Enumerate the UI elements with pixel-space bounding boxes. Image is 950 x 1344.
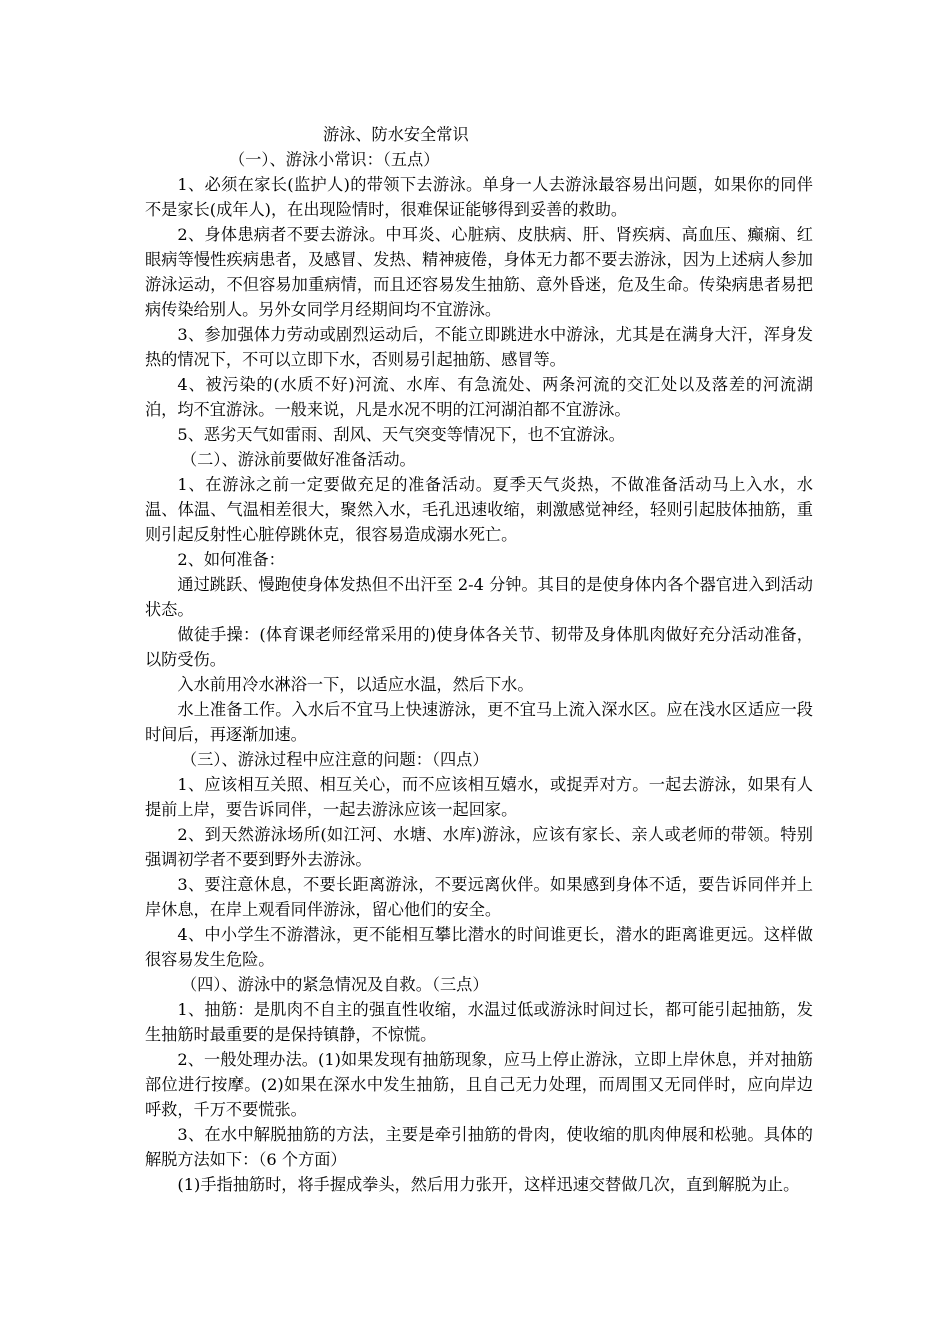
paragraph: 1、必须在家长(监护人)的带领下去游泳。单身一人去游泳最容易出问题，如果你的同伴不是家长(成年人)，在出现险情时，很难保证能够得到妥善的救助。 bbox=[145, 175, 813, 219]
paragraph: 4、被污染的(水质不好)河流、水库、有急流处、两条河流的交汇处以及落差的河流湖泊，均不宜游泳。一般来说，凡是水况不明的江河湖泊都不宜游泳。 bbox=[145, 375, 813, 419]
paragraph: 3、在水中解脱抽筋的方法，主要是牵引抽筋的骨肉，使收缩的肌肉伸展和松驰。具体的解脱方法如下：（6 个方面） bbox=[145, 1125, 813, 1169]
paragraph: 做徒手操：(体育课老师经常采用的)使身体各关节、韧带及身体肌肉做好充分活动准备，以防受伤。 bbox=[145, 625, 813, 669]
paragraph: (1)手指抽筋时，将手握成拳头，然后用力张开，这样迅速交替做几次，直到解脱为止。 bbox=[177, 1175, 800, 1194]
paragraph: 2、一般处理办法。(1)如果发现有抽筋现象，应马上停止游泳，立即上岸休息，并对抽筋部位进行按摩。(2)如果在深水中发生抽筋，且自己无力处理，而周围又无同伴时，应向岸边呼救，千万不要慌张。 bbox=[145, 1050, 813, 1119]
paragraph: 1、应该相互关照、相互关心，而不应该相互嬉水，或捉弄对方。一起去游泳，如果有人提前上岸，要告诉同伴，一起去游泳应该一起回家。 bbox=[145, 775, 813, 819]
paragraph: 2、到天然游泳场所(如江河、水塘、水库)游泳，应该有家长、亲人或老师的带领。特别强调初学者不要到野外去游泳。 bbox=[145, 825, 813, 869]
section-heading-1: （一）、游泳小常识：（五点） bbox=[229, 150, 440, 169]
paragraph: 水上准备工作。入水后不宜马上快速游泳，更不宜马上流入深水区。应在浅水区适应一段时间后，再逐渐加速。 bbox=[145, 700, 813, 744]
paragraph: 通过跳跃、慢跑使身体发热但不出汗至 2-4 分钟。其目的是使身体内各个器官进入到活动状态。 bbox=[145, 575, 813, 619]
document-title: 游泳、防水安全常识 bbox=[323, 125, 469, 144]
paragraph: 2、如何准备： bbox=[177, 550, 285, 569]
paragraph: 5、恶劣天气如雷雨、刮风、天气突变等情况下，也不宜游泳。 bbox=[177, 425, 625, 444]
paragraph: 3、要注意休息，不要长距离游泳，不要远离伙伴。如果感到身体不适，要告诉同伴并上岸休息，在岸上观看同伴游泳，留心他们的安全。 bbox=[145, 875, 813, 919]
section-heading-3: （三）、游泳过程中应注意的问题：（四点） bbox=[181, 750, 489, 769]
section-heading-4: （四）、游泳中的紧急情况及自救。（三点） bbox=[181, 975, 489, 994]
paragraph: 1、抽筋：是肌肉不自主的强直性收缩，水温过低或游泳时间过长，都可能引起抽筋，发生抽筋时最重要的是保持镇静，不惊慌。 bbox=[145, 1000, 813, 1044]
paragraph: 3、参加强体力劳动或剧烈运动后，不能立即跳进水中游泳，尤其是在满身大汗，浑身发热的情况下，不可以立即下水，否则易引起抽筋、感冒等。 bbox=[145, 325, 813, 369]
document-page bbox=[145, 122, 813, 1197]
paragraph: 2、身体患病者不要去游泳。中耳炎、心脏病、皮肤病、肝、肾疾病、高血压、癫痫、红眼病等慢性疾病患者，及感冒、发热、精神疲倦，身体无力都不要去游泳，因为上述病人参加游泳运动，不但容易加重病情，而且还容易发生抽筋、意外昏迷，危及生命。传染病患者易把病传染给别人。另外女同学月经期间均不宜游泳。 bbox=[145, 225, 813, 319]
paragraph: 4、中小学生不游潜泳，更不能相互攀比潜水的时间谁更长，潜水的距离谁更远。这样做很容易发生危险。 bbox=[145, 925, 813, 969]
paragraph: 1、在游泳之前一定要做充足的准备活动。夏季天气炎热，不做准备活动马上入水，水温、体温、气温相差很大，聚然入水，毛孔迅速收缩，刺激感觉神经，轻则引起肢体抽筋，重则引起反射性心脏停跳休克，很容易造成溺水死亡。 bbox=[145, 475, 813, 544]
section-heading-2: （二）、游泳前要做好准备活动。 bbox=[181, 450, 416, 469]
paragraph: 入水前用冷水淋浴一下，以适应水温，然后下水。 bbox=[177, 675, 534, 694]
